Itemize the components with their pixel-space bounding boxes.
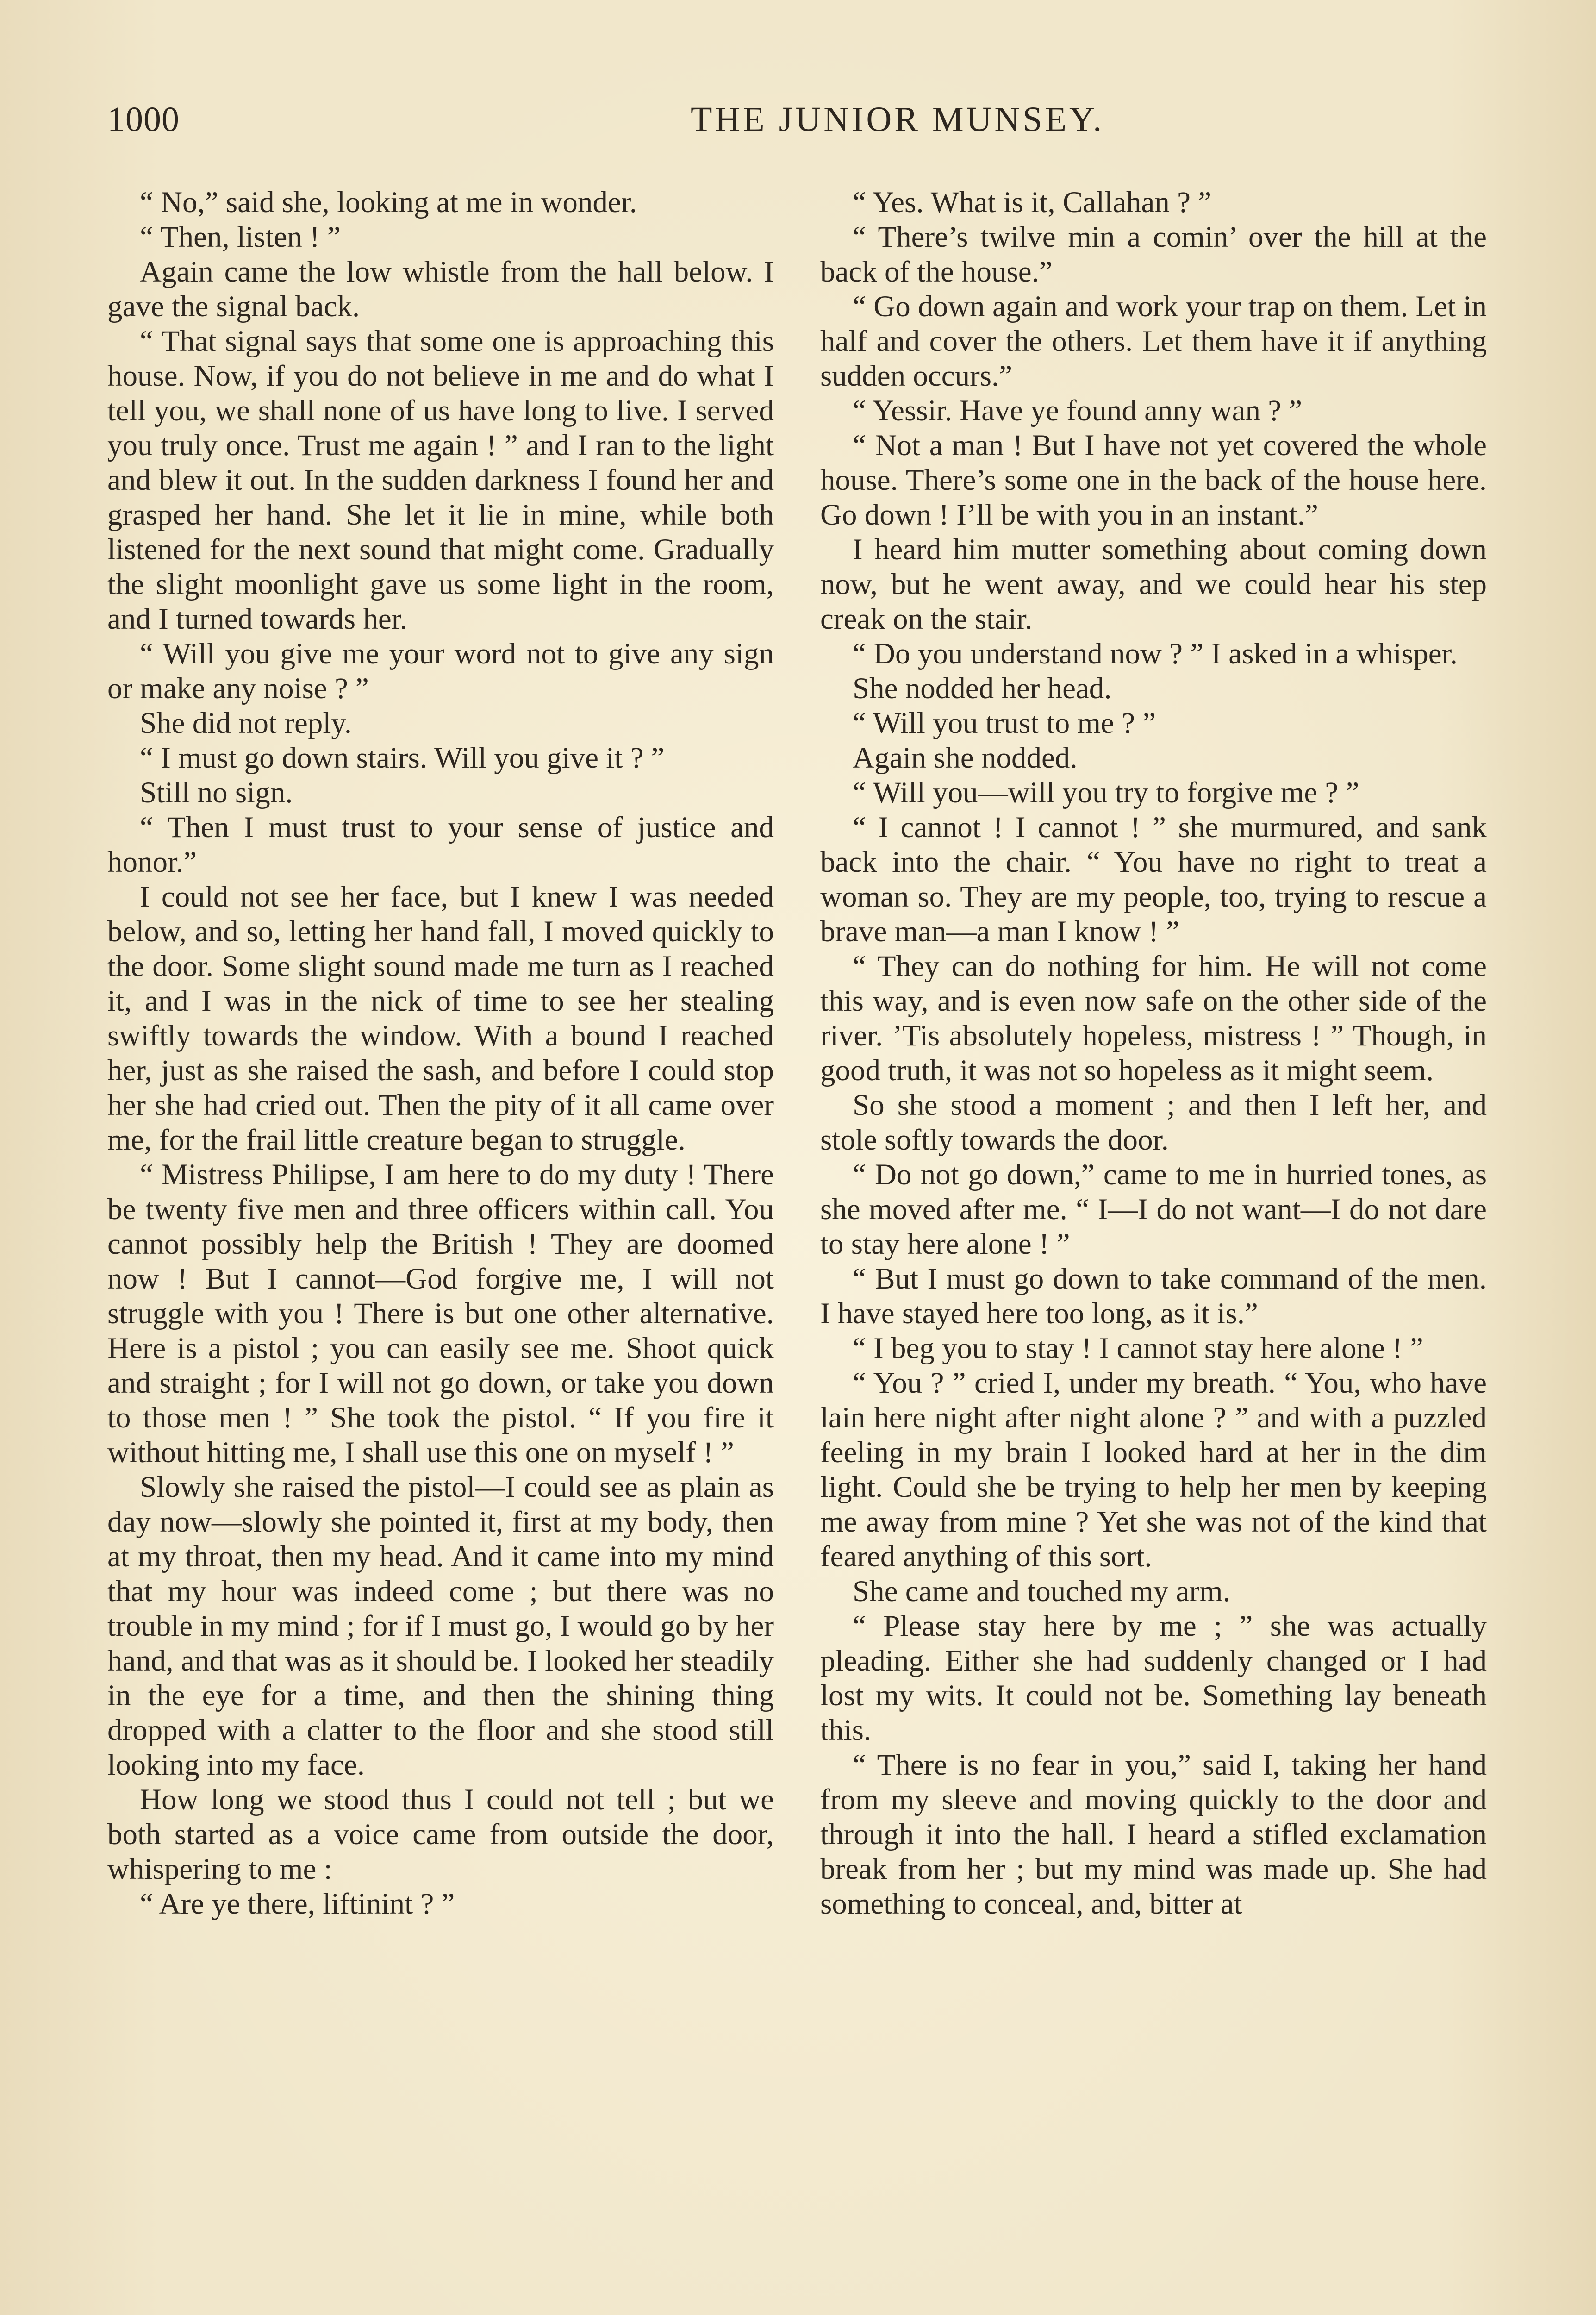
paragraph: “ Will you give me your word not to give any sign or make any noise ? ”	[107, 637, 774, 705]
paragraph: “ Do not go down,” came to me in hurried tones, as she moved after me. “ I—I do not want—I do not dare to stay here alone ! ”	[820, 1158, 1487, 1261]
paragraph: How long we stood thus I could not tell ; but we both started as a voice came from outside the door, whispering to me :	[107, 1783, 774, 1886]
paragraph: “ You ? ” cried I, under my breath. “ You, who have lain here night after night alone ? ” and with a puzzled feeling in my brain I looked hard at her in the dim light. Could she be trying to help her men by keeping me away from mine ? Yet she was not of the kind that feared anything of this sort.	[820, 1366, 1487, 1573]
paragraph: “ I beg you to stay ! I cannot stay here alone ! ”	[853, 1332, 1423, 1365]
paragraph: Still no sign.	[140, 776, 293, 809]
paragraph: “ Yessir. Have ye found anny wan ? ”	[853, 394, 1303, 427]
paragraph: “ But I must go down to take command of the men. I have stayed here too long, as it is.”	[820, 1262, 1487, 1330]
paragraph: She did not reply.	[140, 707, 352, 740]
paragraph: “ Yes. What is it, Callahan ? ”	[853, 186, 1212, 219]
paragraph: “ Then, listen ! ”	[140, 220, 341, 254]
paragraph: She came and touched my arm.	[853, 1575, 1230, 1608]
paragraph: “ I cannot ! I cannot ! ” she murmured, and sank back into the chair. “ You have no right to treat a woman so. They are my people, too, trying to rescue a brave man—a man I know ! ”	[820, 811, 1487, 948]
paragraph: “ I must go down stairs. Will you give it ? ”	[140, 741, 665, 775]
paragraph: So she stood a moment ; and then I left her, and stole softly towards the door.	[820, 1089, 1487, 1157]
paragraph: “ Will you—will you try to forgive me ? ”	[853, 776, 1359, 809]
paragraph: I could not see her face, but I knew I was needed below, and so, letting her hand fall, I moved quickly to the door. Some slight sound made me turn as I reached it, and I was in the nick of time to see her stealing swiftly towards the window. With a bound I reached her, just as she raised the sash, and before I could stop her she had cried out. Then the pity of it all came over me, for the frail little creature began to struggle.	[107, 880, 774, 1157]
paragraph: “ Are ye there, liftinint ? ”	[140, 1887, 455, 1921]
paragraph: “ They can do nothing for him. He will not come this way, and is even now safe on the other side of the river. ’Tis absolutely hopeless, mistress ! ” Though, in good truth, it was not so hopeless as it might seem.	[820, 950, 1487, 1087]
left-column	[107, 185, 774, 1921]
paragraph: “ That signal says that some one is approaching this house. Now, if you do not believe in me and do what I tell you, we shall none of us have long to live. I served you truly once. Trust me again ! ” and I ran to the light and blew it out. In the sudden darkness I found her and grasped her hand. She let it lie in mine, while both listened for the next sound that might come. Gradually the slight moonlight gave us some light in the room, and I turned towards her.	[107, 325, 774, 636]
paragraph: “ Please stay here by me ; ” she was actually pleading. Either she had suddenly changed or I had lost my wits. It could not be. Something lay beneath this.	[820, 1609, 1487, 1747]
page-number: 1000	[107, 100, 180, 139]
paragraph: “ Not a man ! But I have not yet covered the whole house. There’s some one in the back of the house here. Go down ! I’ll be with you in an instant.”	[820, 429, 1487, 532]
page-header	[107, 100, 1487, 150]
paragraph: “ No,” said she, looking at me in wonder.	[140, 186, 637, 219]
right-column	[820, 185, 1487, 1921]
paragraph: “ There is no fear in you,” said I, taking her hand from my sleeve and moving quickly to the door and through it into the hall. I heard a stifled exclamation break from her ; but my mind was made up. She had something to conceal, and, bitter at	[820, 1748, 1487, 1921]
paragraph: “ Then I must trust to your sense of justice and honor.”	[107, 811, 774, 879]
paragraph: “ There’s twilve min a comin’ over the hill at the back of the house.”	[820, 220, 1487, 288]
paragraph: She nodded her head.	[853, 672, 1112, 705]
paragraph: “ Will you trust to me ? ”	[853, 707, 1156, 740]
paragraph: Again she nodded.	[853, 741, 1078, 775]
paragraph: “ Do you understand now ? ” I asked in a whisper.	[853, 637, 1458, 670]
paragraph: I heard him mutter something about coming down now, but he went away, and we could hear his step creak on the stair.	[820, 533, 1487, 636]
paragraph: Slowly she raised the pistol—I could see as plain as day now—slowly she pointed it, first at my body, then at my throat, then my head. And it came into my mind that my hour was indeed come ; but there was no trouble in my mind ; for if I must go, I would go by her hand, and that was as it should be. I looked her steadily in the eye for a time, and then the shining thing dropped with a clatter to the floor and she stood still looking into my face.	[107, 1470, 774, 1782]
running-head: THE JUNIOR MUNSEY.	[691, 100, 1105, 139]
paragraph: “ Go down again and work your trap on them. Let in half and cover the others. Let them have it if anything sudden occurs.”	[820, 290, 1487, 393]
paragraph: Again came the low whistle from the hall below. I gave the signal back.	[107, 255, 774, 323]
paragraph: “ Mistress Philipse, I am here to do my duty ! There be twenty five men and three officers within call. You cannot possibly help the British ! They are doomed now ! But I cannot—God forgive me, I will not struggle with you ! There is but one other alternative. Here is a pistol ; you can easily see me. Shoot quick and straight ; for I will not go down, or take you down to those men ! ” She took the pistol. “ If you fire it without hitting me, I shall use this one on myself ! ”	[107, 1158, 774, 1469]
